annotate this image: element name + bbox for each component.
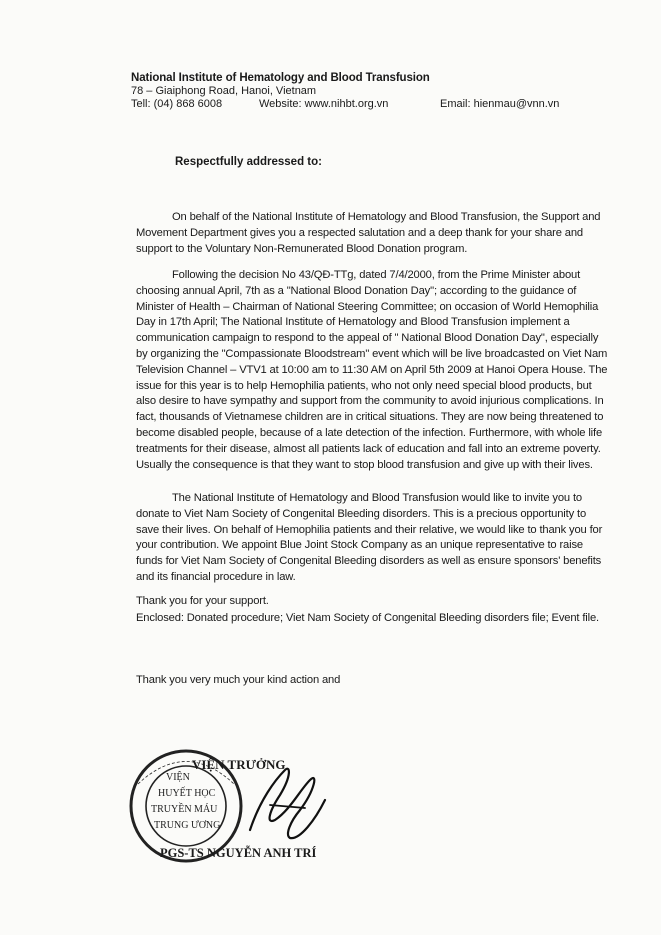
org-address: 78 – Giaiphong Road, Hanoi, Vietnam xyxy=(131,85,317,97)
stamp-line-2: HUYẾT HỌC xyxy=(158,788,216,799)
letterhead xyxy=(131,72,601,112)
paragraph-text: Following the decision No 43/QĐ-TTg, dated 7/4/2000, from the Prime Minister about choosing annual April, 7th as a "National Blood Donation Day"; according to the guidance of Minister of Health – Chairman of National Steering Committee; on occasion of World Hemophilia Day in 17th April; The National Institute of Hematology and Blood Transfusion implement a communication campaign to respond to the appeal of " National Blood Donation Day", especially by organizing the "Compassionate Bloodstream" event which will be live broadcasted on Viet Nam Television Channel – VTV1 at 10:00 am to 11:30 AM on April 5th 2009 at Hanoi Opera House. The issue for this year is to help Hemophilia patients, who not only need special blood products, but also desire to have sympathy and support from the community to avoid injurious complications. In fact, thousands of Vietnamese children are in critical situations. They are now being threatened to become disabled people, because of a late detection of the infection. Furthermore, with whole life treatments for their disease, almost all patients lack of education and fall into an extreme poverty. Usually the consequence is that they want to stop blood transfusion and give up with their lives. xyxy=(136,269,608,471)
signer-name: PGS-TS NGUYỄN ANH TRÍ xyxy=(160,846,317,860)
stamp-line-4: TRUNG ƯƠNG xyxy=(154,820,221,831)
closing-line: Thank you very much your kind action and xyxy=(136,674,341,686)
paragraph-intro xyxy=(136,210,608,257)
paragraph-text: The National Institute of Hematology and Blood Transfusion would like to invite you to donate to Viet Nam Society of Congenital Bleeding disorders. This is a precious opportunity to save their lives. On behalf of Hemophilia patients and their relative, we would like to thank you for your contribution. We appoint Blue Joint Stock Company as an unique representative to raise funds for Viet Nam Society of Congenital Bleeding disorders as well as ensure sponsors' benefits and its financial procedure in law. xyxy=(136,492,603,583)
handwritten-signature xyxy=(230,750,340,860)
paragraph-invitation xyxy=(136,491,608,586)
telephone: Tell: (04) 868 6008 xyxy=(131,98,223,110)
salutation: Respectfully addressed to: xyxy=(175,156,322,168)
paragraph-campaign xyxy=(136,268,608,473)
enclosed-line: Enclosed: Donated procedure; Viet Nam Society of Congenital Bleeding disorders file; Event file. xyxy=(136,612,599,624)
thanks-support: Thank you for your support. xyxy=(136,595,269,607)
stamp-line-3: TRUYỀN MÁU xyxy=(151,804,218,815)
stamp-line-1: VIỆN xyxy=(166,772,190,783)
email: Email: hienmau@vnn.vn xyxy=(440,98,560,110)
website: Website: www.nihbt.org.vn xyxy=(259,98,389,110)
signer-title: VIỆN TRƯỞNG xyxy=(192,757,286,772)
contact-line xyxy=(131,98,601,112)
org-name: National Institute of Hematology and Blood Transfusion xyxy=(131,72,430,84)
paragraph-text: On behalf of the National Institute of Hematology and Blood Transfusion, the Support and Movement Department gives you a respected salutation and a deep thank for your share and support to the Voluntary Non-Remunerated Blood Donation program. xyxy=(136,211,601,255)
